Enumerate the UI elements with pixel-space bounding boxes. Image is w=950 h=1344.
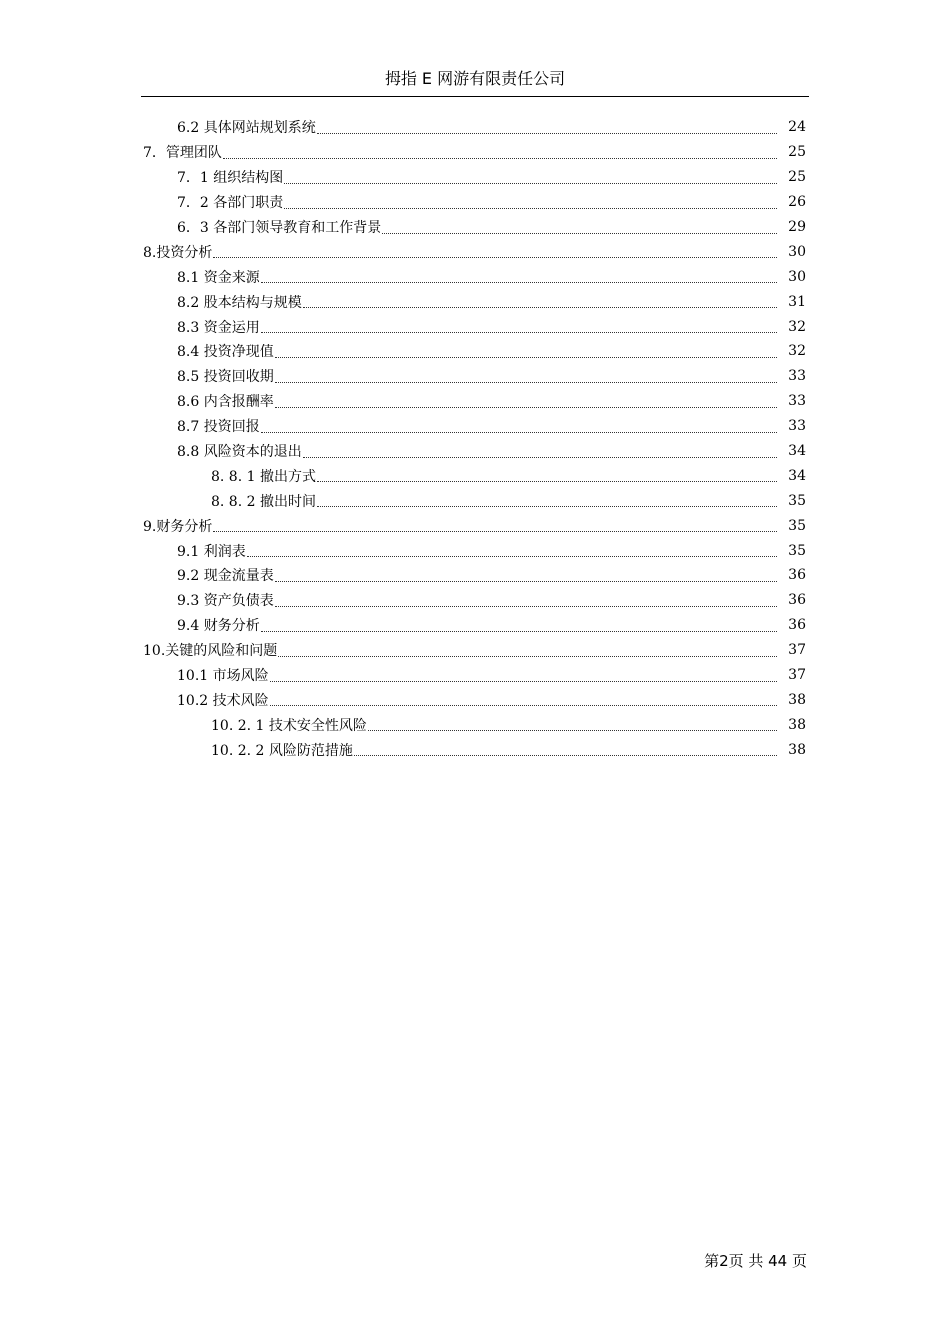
toc-entry-title: 10. 2. 1 技术安全性风险 [211,717,367,734]
toc-entry-title: 6．3 各部门领导教育和工作背景 [177,220,382,236]
toc-entry-title: 7．2 各部门职责 [177,195,284,212]
toc-entry-page-number: 36 [788,617,806,634]
toc-dot-leader [213,531,777,532]
toc-entry-title: 8.1 资金来源 [177,269,260,286]
toc-entry[interactable] [0,264,806,289]
toc-entry-page-number: 33 [788,418,806,435]
toc-dot-leader [284,183,777,184]
toc-entry[interactable] [0,712,806,737]
toc-entry-page-number: 37 [788,642,806,659]
toc-entry-title: 8. 8. 2 撤出时间 [211,493,316,510]
toc-entry-page-number: 38 [788,716,806,733]
toc-entry-title: 8. 8. 1 撤出方式 [211,468,316,485]
toc-entry-title: 10. 2. 2 风险防范措施 [211,742,353,759]
toc-entry-title: 7．1 组织结构图 [177,170,284,187]
toc-entry[interactable] [0,613,806,638]
toc-entry-page-number: 34 [788,443,806,460]
page-header-title: 拇指 E 网游有限责任公司 [384,69,566,88]
toc-entry-page-number: 33 [788,393,806,410]
toc-entry-title: 8.4 投资净现值 [177,344,274,361]
toc-dot-leader [284,208,777,209]
toc-entry-title: 8.2 股本结构与规模 [177,294,302,311]
toc-dot-leader [303,457,777,458]
toc-dot-leader [261,282,777,283]
toc-entry-page-number: 29 [788,219,806,235]
toc-entry-page-number: 35 [788,542,806,559]
toc-entry[interactable] [0,513,806,538]
toc-entry[interactable] [0,663,806,688]
toc-dot-leader [275,382,777,383]
toc-entry[interactable] [0,488,806,513]
toc-entry-title: 8.8 风险资本的退出 [177,444,302,461]
toc-dot-leader [270,705,777,706]
toc-entry[interactable] [0,638,806,663]
toc-dot-leader [223,158,777,159]
toc-entry-title: 10.1 市场风险 [177,668,269,685]
toc-entry-title: 9.4 财务分析 [177,618,260,635]
toc-entry[interactable] [0,389,806,414]
toc-dot-leader [261,432,777,433]
toc-entry-page-number: 24 [788,119,806,136]
toc-entry-page-number: 32 [788,318,806,335]
toc-entry-page-number: 25 [788,144,806,161]
toc-entry-title: 8.5 投资回收期 [177,369,274,386]
toc-dot-leader [275,357,777,358]
toc-entry-page-number: 35 [788,492,806,509]
toc-dot-leader [354,755,777,756]
toc-entry-title: 9.1 利润表 [177,543,246,560]
toc-entry-title: 10.关键的风险和问题 [143,643,278,660]
toc-entry-page-number: 34 [788,467,806,484]
toc-entry[interactable] [0,737,806,762]
toc-entry-page-number: 35 [788,517,806,534]
toc-dot-leader [317,506,777,507]
toc-entry[interactable] [0,687,806,712]
toc-entry[interactable] [0,115,806,140]
toc-entry-page-number: 36 [788,567,806,584]
toc-entry-page-number: 32 [788,343,806,360]
toc-entry[interactable] [0,463,806,488]
toc-entry-title: 8.7 投资回报 [177,419,260,436]
toc-dot-leader [247,556,777,557]
toc-entry-title: 9.3 资产负债表 [177,593,274,610]
toc-entry-title: 6.2 具体网站规划系统 [177,120,316,137]
toc-dot-leader [317,133,777,134]
toc-dot-leader [368,730,777,731]
toc-entry[interactable] [0,563,806,588]
toc-entry-page-number: 38 [788,741,806,758]
toc-entry-page-number: 25 [788,169,806,186]
toc-entry-page-number: 38 [788,691,806,708]
toc-entry-title: 8.6 内含报酬率 [177,394,274,411]
toc-entry[interactable] [0,364,806,389]
toc-entry-title: 9.2 现金流量表 [177,568,274,585]
toc-dot-leader [270,681,777,682]
toc-entry[interactable] [0,439,806,464]
toc-entry[interactable] [0,339,806,364]
toc-dot-leader [303,307,777,308]
toc-dot-leader [275,581,777,582]
toc-dot-leader [275,606,777,607]
table-of-contents [0,115,950,762]
toc-entry-page-number: 30 [788,268,806,285]
toc-dot-leader [261,631,777,632]
toc-dot-leader [382,233,777,234]
toc-entry-title: 8.3 资金运用 [177,319,260,336]
toc-entry[interactable] [0,140,806,165]
toc-entry[interactable] [0,190,806,215]
toc-entry[interactable] [0,215,806,240]
toc-dot-leader [275,407,777,408]
toc-entry[interactable] [0,414,806,439]
toc-entry[interactable] [0,239,806,264]
toc-dot-leader [213,257,777,258]
toc-entry-title: 7．管理团队 [143,145,222,162]
toc-entry[interactable] [0,538,806,563]
toc-entry[interactable] [0,314,806,339]
toc-entry-title: 8.投资分析 [143,244,213,261]
toc-entry-page-number: 37 [788,667,806,684]
toc-entry[interactable] [0,289,806,314]
toc-entry-page-number: 36 [788,592,806,609]
toc-dot-leader [261,332,777,333]
toc-entry-page-number: 31 [788,293,806,310]
toc-dot-leader [317,481,777,482]
toc-entry-title: 10.2 技术风险 [177,692,269,709]
toc-entry-title: 9.财务分析 [143,518,213,535]
toc-entry-page-number: 30 [788,243,806,260]
toc-dot-leader [278,656,777,657]
toc-entry-page-number: 26 [788,194,806,211]
toc-entry-page-number: 33 [788,368,806,385]
toc-entry[interactable] [0,588,806,613]
header-divider [141,96,809,97]
toc-entry[interactable] [0,165,806,190]
page-footer: 第2页 共 44 页 [704,1252,807,1270]
